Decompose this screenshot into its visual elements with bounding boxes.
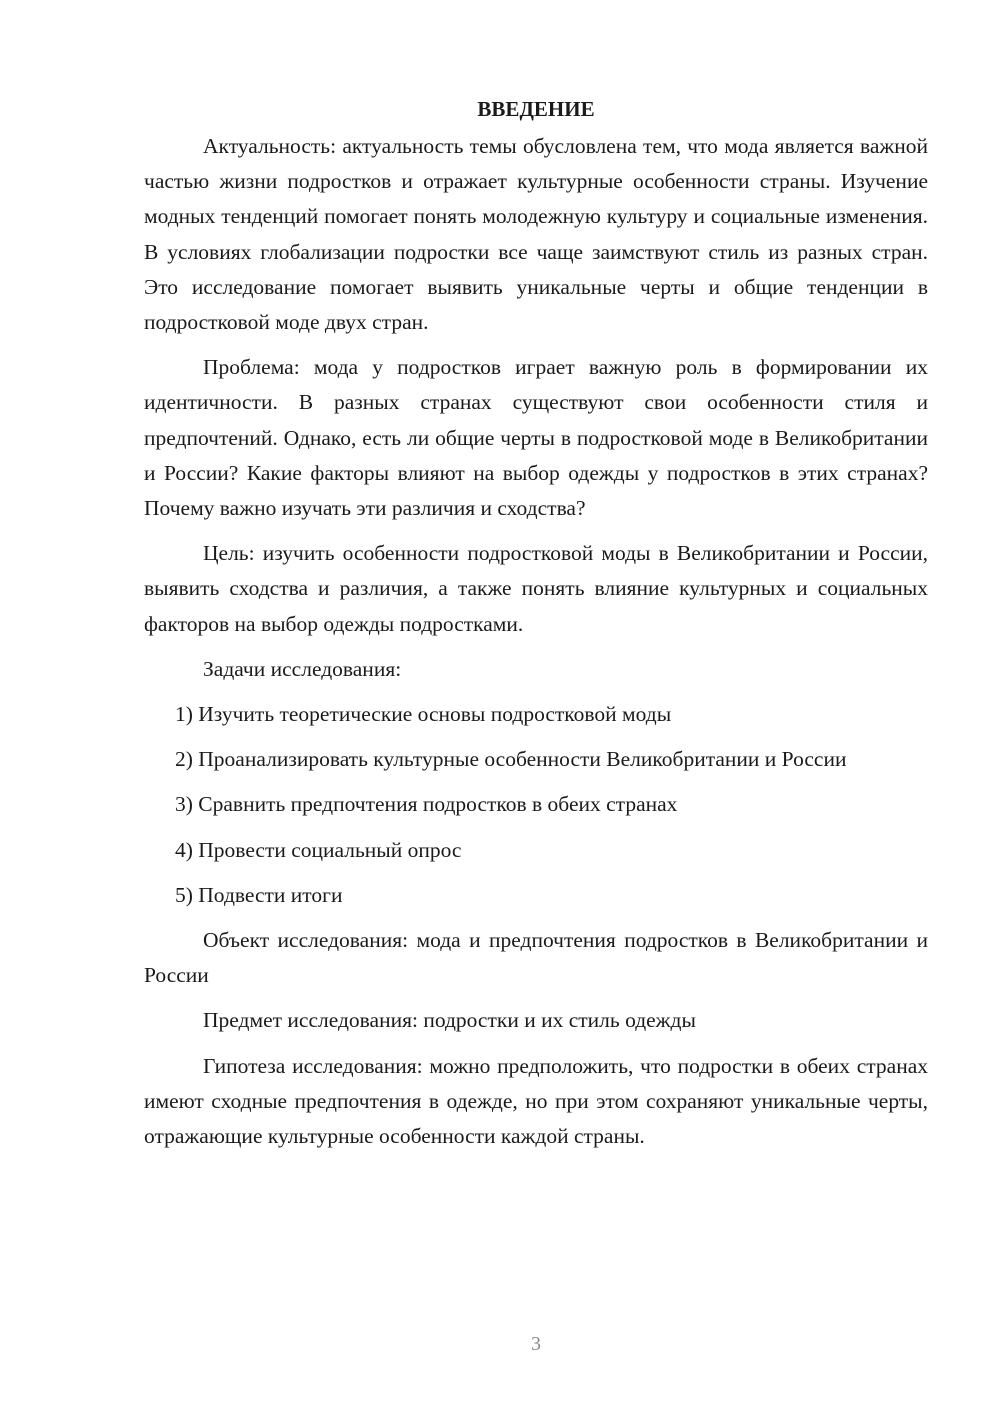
task-item-3: 3) Сравнить предпочтения подростков в обеих странах <box>175 792 678 817</box>
object-paragraph: Объект исследования: мода и предпочтения подростков в Великобритании и России <box>144 928 928 988</box>
page-heading: ВВЕДЕНИЕ <box>477 97 595 121</box>
tasks-title: Задачи исследования: <box>203 656 402 681</box>
relevance-paragraph: Актуальность: актуальность темы обусловлена тем, что мода является важной частью жизни подростков и отражает культурные особенности страны. Изучение модных тенденций помогает понять молодежную культуру и социальные изменения. В условиях глобализации подростки все чаще заимствуют стиль из разных стран. Это исследование помогает выявить уникальные черты и общие тенденции в подростковой моде двух стран. <box>144 134 928 335</box>
page-number: 3 <box>531 1333 541 1355</box>
subject-paragraph: Предмет исследования: подростки и их стиль одежды <box>203 1008 696 1033</box>
document-page <box>144 92 928 1164</box>
task-item-5: 5) Подвести итоги <box>175 882 343 907</box>
task-item-1: 1) Изучить теоретические основы подростковой моды <box>175 702 672 727</box>
hypothesis-paragraph: Гипотеза исследования: можно предположить, что подростки в обеих странах имеют сходные предпочтения в одежде, но при этом сохраняют уникальные черты, отражающие культурные особенности каждой страны. <box>144 1053 928 1149</box>
task-item-2: 2) Проанализировать культурные особенности Великобритании и России <box>175 747 847 772</box>
task-item-4: 4) Провести социальный опрос <box>175 837 462 862</box>
problem-paragraph: Проблема: мода у подростков играет важную роль в формировании их идентичности. В разных странах существуют свои особенности стиля и предпочтений. Однако, есть ли общие черты в подростковой моде в Великобритании и России? Какие факторы влияют на выбор одежды у подростков в этих странах? Почему важно изучать эти различия и сходства? <box>144 355 928 521</box>
goal-paragraph: Цель: изучить особенности подростковой моды в Великобритании и России, выявить сходства и различия, а также понять влияние культурных и социальных факторов на выбор одежды подростками. <box>144 541 928 636</box>
